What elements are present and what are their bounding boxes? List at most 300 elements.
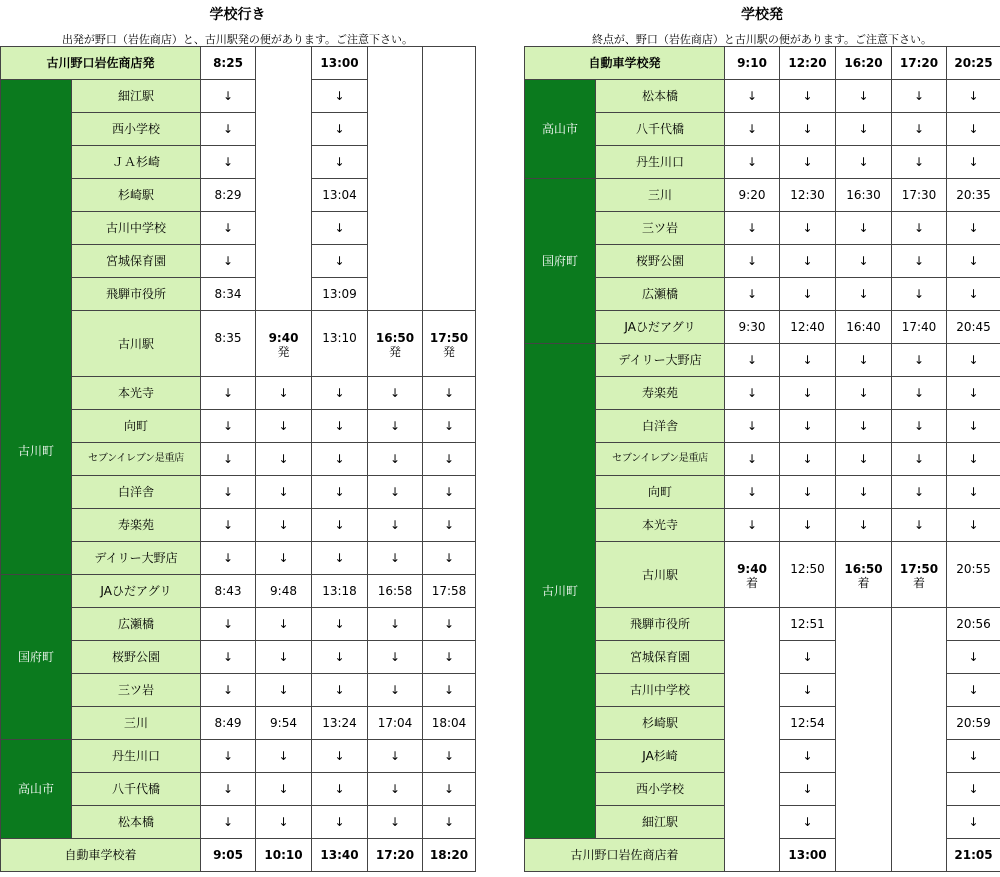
time-cell: ↓ bbox=[368, 443, 423, 476]
time-cell: 8:34 bbox=[201, 278, 256, 311]
time-cell: ↓ bbox=[947, 113, 1000, 146]
stop-name: 広瀬橋 bbox=[72, 608, 201, 641]
stop-name: 松本橋 bbox=[596, 80, 725, 113]
footer-arrival-time: 18:20 bbox=[423, 839, 476, 872]
time-cell: 13:09 bbox=[312, 278, 368, 311]
empty-cell bbox=[892, 806, 947, 839]
header-departure-time bbox=[256, 47, 312, 80]
time-cell: ↓ bbox=[256, 443, 312, 476]
stop-name: 宮城保育園 bbox=[72, 245, 201, 278]
header-origin-label: 古川野口岩佐商店発 bbox=[1, 47, 201, 80]
time-cell: ↓ bbox=[312, 443, 368, 476]
table-row bbox=[525, 113, 1000, 146]
time-cell: ↓ bbox=[368, 476, 423, 509]
region-furukawa: 古川町 bbox=[525, 344, 596, 839]
time-value: 16:50 bbox=[375, 331, 415, 345]
header-departure-time: 8:25 bbox=[201, 47, 256, 80]
time-cell: ↓ bbox=[423, 542, 476, 575]
time-cell: ↓ bbox=[725, 80, 780, 113]
table-row bbox=[1, 476, 476, 509]
time-cell: 8:43 bbox=[201, 575, 256, 608]
time-cell: ↓ bbox=[201, 80, 256, 113]
time-cell: 8:49 bbox=[201, 707, 256, 740]
stop-name: 八千代橋 bbox=[596, 113, 725, 146]
table-row bbox=[1, 608, 476, 641]
time-cell: ↓ bbox=[423, 410, 476, 443]
time-cell: ↓ bbox=[368, 773, 423, 806]
table-row bbox=[525, 608, 1000, 641]
table-row bbox=[525, 311, 1000, 344]
empty-cell bbox=[836, 707, 892, 740]
stop-name: 古川駅 bbox=[72, 311, 201, 377]
time-cell: ↓ bbox=[201, 410, 256, 443]
empty-cell bbox=[725, 740, 780, 773]
time-suffix: 着 bbox=[857, 576, 870, 590]
time-cell: ↓ bbox=[423, 476, 476, 509]
empty-cell bbox=[423, 113, 476, 146]
time-cell: ↓ bbox=[947, 410, 1000, 443]
time-cell: ↓ bbox=[312, 608, 368, 641]
time-cell: ↓ bbox=[947, 245, 1000, 278]
time-cell: 20:45 bbox=[947, 311, 1000, 344]
empty-cell bbox=[368, 179, 423, 212]
time-cell: ↓ bbox=[256, 806, 312, 839]
table-row bbox=[1, 773, 476, 806]
stop-name: 古川中学校 bbox=[72, 212, 201, 245]
time-cell: ↓ bbox=[256, 542, 312, 575]
table-row bbox=[1, 377, 476, 410]
time-cell: ↓ bbox=[892, 146, 947, 179]
footer-arrival-time: 13:40 bbox=[312, 839, 368, 872]
time-cell: ↓ bbox=[423, 509, 476, 542]
table-row bbox=[1, 641, 476, 674]
header-departure-time: 20:25 bbox=[947, 47, 1000, 80]
time-cell: ↓ bbox=[423, 443, 476, 476]
header-row bbox=[525, 47, 1000, 80]
time-cell: ↓ bbox=[312, 740, 368, 773]
time-cell: ↓ bbox=[423, 773, 476, 806]
stop-name: 三ツ岩 bbox=[72, 674, 201, 707]
empty-cell bbox=[256, 179, 312, 212]
right-timetable bbox=[524, 46, 1000, 872]
stop-name: JAひだアグリ bbox=[72, 575, 201, 608]
stop-name: 桜野公園 bbox=[596, 245, 725, 278]
table-row bbox=[525, 146, 1000, 179]
time-cell: ↓ bbox=[892, 476, 947, 509]
region-furukawa: 古川町 bbox=[1, 80, 72, 575]
time-cell: ↓ bbox=[892, 113, 947, 146]
time-cell: ↓ bbox=[780, 740, 836, 773]
empty-cell bbox=[725, 608, 780, 641]
table-row bbox=[525, 443, 1000, 476]
table-row bbox=[1, 278, 476, 311]
time-cell: ↓ bbox=[256, 608, 312, 641]
footer-row bbox=[525, 839, 1000, 872]
stop-name: 丹生川口 bbox=[596, 146, 725, 179]
table-row bbox=[525, 740, 1000, 773]
stop-name: 細江駅 bbox=[596, 806, 725, 839]
empty-cell bbox=[836, 740, 892, 773]
table-row bbox=[1, 674, 476, 707]
empty-cell bbox=[892, 641, 947, 674]
time-value: 16:50 bbox=[844, 562, 883, 576]
empty-cell bbox=[368, 113, 423, 146]
time-cell: ↓ bbox=[423, 806, 476, 839]
stop-name: 宮城保育園 bbox=[596, 641, 725, 674]
time-cell: ↓ bbox=[201, 509, 256, 542]
time-cell: 16:30 bbox=[836, 179, 892, 212]
empty-cell bbox=[892, 674, 947, 707]
table-row bbox=[525, 410, 1000, 443]
empty-cell bbox=[892, 773, 947, 806]
time-cell bbox=[725, 542, 780, 608]
empty-cell bbox=[725, 641, 780, 674]
table-row bbox=[525, 773, 1000, 806]
time-cell: ↓ bbox=[947, 377, 1000, 410]
stop-name: 三ツ岩 bbox=[596, 212, 725, 245]
table-row bbox=[525, 476, 1000, 509]
time-cell: ↓ bbox=[201, 212, 256, 245]
time-cell: ↓ bbox=[836, 476, 892, 509]
time-cell: ↓ bbox=[780, 509, 836, 542]
time-cell: 20:56 bbox=[947, 608, 1000, 641]
time-cell: 12:40 bbox=[780, 311, 836, 344]
time-cell: ↓ bbox=[836, 410, 892, 443]
time-cell: ↓ bbox=[947, 344, 1000, 377]
table-row bbox=[1, 740, 476, 773]
time-cell: ↓ bbox=[780, 641, 836, 674]
time-cell: ↓ bbox=[368, 410, 423, 443]
empty-cell bbox=[725, 674, 780, 707]
stop-name: 西小学校 bbox=[596, 773, 725, 806]
time-cell: ↓ bbox=[256, 674, 312, 707]
table-row bbox=[525, 707, 1000, 740]
stop-name: 丹生川口 bbox=[72, 740, 201, 773]
table-row bbox=[1, 80, 476, 113]
header-departure-time: 17:20 bbox=[892, 47, 947, 80]
left-timetable-note: 出発が野口（岩佐商店）と、古川駅発の便があります。ご注意下さい。 bbox=[61, 33, 414, 46]
empty-cell bbox=[368, 212, 423, 245]
table-row bbox=[1, 311, 476, 377]
empty-cell bbox=[256, 245, 312, 278]
time-cell: 16:40 bbox=[836, 311, 892, 344]
time-cell: ↓ bbox=[725, 377, 780, 410]
empty-cell bbox=[256, 278, 312, 311]
time-cell: ↓ bbox=[947, 773, 1000, 806]
time-cell: ↓ bbox=[836, 245, 892, 278]
time-cell: ↓ bbox=[947, 146, 1000, 179]
time-cell: 18:04 bbox=[423, 707, 476, 740]
empty-cell bbox=[892, 740, 947, 773]
empty-cell bbox=[892, 839, 947, 872]
time-suffix: 着 bbox=[913, 576, 926, 590]
table-row bbox=[1, 575, 476, 608]
time-cell: ↓ bbox=[836, 377, 892, 410]
stop-name: ＪＡ杉崎 bbox=[72, 146, 201, 179]
time-cell: 9:48 bbox=[256, 575, 312, 608]
time-cell: ↓ bbox=[780, 674, 836, 707]
time-cell: ↓ bbox=[312, 773, 368, 806]
time-cell: ↓ bbox=[836, 146, 892, 179]
time-cell: ↓ bbox=[201, 377, 256, 410]
time-cell bbox=[423, 311, 476, 377]
empty-cell bbox=[892, 707, 947, 740]
time-cell: ↓ bbox=[256, 740, 312, 773]
region-kokufu: 国府町 bbox=[525, 179, 596, 344]
time-cell: ↓ bbox=[836, 80, 892, 113]
time-cell: ↓ bbox=[725, 476, 780, 509]
stop-name: デイリー大野店 bbox=[596, 344, 725, 377]
table-row bbox=[525, 509, 1000, 542]
stop-name: 細江駅 bbox=[72, 80, 201, 113]
table-row bbox=[525, 674, 1000, 707]
stop-name: 古川中学校 bbox=[596, 674, 725, 707]
table-row bbox=[525, 179, 1000, 212]
header-departure-time: 12:20 bbox=[780, 47, 836, 80]
time-cell: ↓ bbox=[892, 80, 947, 113]
empty-cell bbox=[836, 773, 892, 806]
time-cell bbox=[256, 311, 312, 377]
time-cell: ↓ bbox=[312, 806, 368, 839]
time-cell: ↓ bbox=[780, 245, 836, 278]
time-cell: ↓ bbox=[836, 443, 892, 476]
header-origin-label: 自動車学校発 bbox=[525, 47, 725, 80]
time-cell: ↓ bbox=[725, 344, 780, 377]
stop-name: 白洋舎 bbox=[596, 410, 725, 443]
time-cell: ↓ bbox=[256, 377, 312, 410]
time-cell: ↓ bbox=[892, 245, 947, 278]
time-cell: ↓ bbox=[892, 212, 947, 245]
table-row bbox=[1, 179, 476, 212]
time-cell: 13:10 bbox=[312, 311, 368, 377]
time-cell: ↓ bbox=[947, 212, 1000, 245]
empty-cell bbox=[423, 245, 476, 278]
time-cell: ↓ bbox=[201, 146, 256, 179]
stop-name: 本光寺 bbox=[72, 377, 201, 410]
time-cell: ↓ bbox=[368, 608, 423, 641]
time-cell: ↓ bbox=[836, 113, 892, 146]
time-cell: ↓ bbox=[725, 146, 780, 179]
time-cell: ↓ bbox=[368, 377, 423, 410]
time-cell: ↓ bbox=[201, 443, 256, 476]
footer-arrival-time: 10:10 bbox=[256, 839, 312, 872]
table-row bbox=[525, 212, 1000, 245]
header-departure-time: 13:00 bbox=[312, 47, 368, 80]
time-cell: 12:51 bbox=[780, 608, 836, 641]
time-cell: ↓ bbox=[780, 773, 836, 806]
time-cell: ↓ bbox=[947, 476, 1000, 509]
right-timetable-note: 終点が、野口（岩佐商店）と古川駅の便があります。ご注意下さい。 bbox=[591, 33, 933, 46]
time-cell: ↓ bbox=[201, 641, 256, 674]
footer-arrival-time: 9:05 bbox=[201, 839, 256, 872]
empty-cell bbox=[836, 641, 892, 674]
table-row bbox=[525, 806, 1000, 839]
time-suffix: 着 bbox=[746, 576, 759, 590]
stop-name: JAひだアグリ bbox=[596, 311, 725, 344]
time-cell: ↓ bbox=[780, 443, 836, 476]
header-departure-time bbox=[423, 47, 476, 80]
stop-name: 寿楽苑 bbox=[72, 509, 201, 542]
time-cell bbox=[368, 311, 423, 377]
table-row bbox=[1, 707, 476, 740]
time-cell: ↓ bbox=[725, 212, 780, 245]
time-cell: ↓ bbox=[423, 377, 476, 410]
table-row bbox=[1, 806, 476, 839]
time-cell: 12:30 bbox=[780, 179, 836, 212]
time-cell: ↓ bbox=[725, 443, 780, 476]
footer-destination-label: 古川野口岩佐商店着 bbox=[525, 839, 725, 872]
time-value: 9:40 bbox=[268, 331, 299, 345]
time-cell: ↓ bbox=[780, 146, 836, 179]
time-cell: ↓ bbox=[780, 806, 836, 839]
empty-cell bbox=[256, 80, 312, 113]
time-cell: ↓ bbox=[780, 476, 836, 509]
time-cell: ↓ bbox=[312, 212, 368, 245]
time-cell: ↓ bbox=[892, 344, 947, 377]
empty-cell bbox=[836, 806, 892, 839]
time-cell: ↓ bbox=[423, 608, 476, 641]
stop-name: 西小学校 bbox=[72, 113, 201, 146]
stop-name: 杉崎駅 bbox=[596, 707, 725, 740]
empty-cell bbox=[836, 839, 892, 872]
empty-cell bbox=[256, 113, 312, 146]
time-cell: ↓ bbox=[256, 641, 312, 674]
empty-cell bbox=[423, 146, 476, 179]
time-cell: ↓ bbox=[892, 443, 947, 476]
time-cell: ↓ bbox=[256, 509, 312, 542]
time-cell: ↓ bbox=[725, 113, 780, 146]
table-row bbox=[1, 542, 476, 575]
time-cell: ↓ bbox=[947, 641, 1000, 674]
empty-cell bbox=[423, 179, 476, 212]
stop-name: セブンイレブン是重店 bbox=[72, 443, 201, 476]
header-departure-time bbox=[368, 47, 423, 80]
empty-cell bbox=[368, 278, 423, 311]
time-cell: 8:29 bbox=[201, 179, 256, 212]
time-cell: ↓ bbox=[836, 278, 892, 311]
time-cell: ↓ bbox=[312, 146, 368, 179]
stop-name: 白洋舎 bbox=[72, 476, 201, 509]
time-cell: ↓ bbox=[725, 410, 780, 443]
time-cell: ↓ bbox=[312, 245, 368, 278]
time-cell: 9:30 bbox=[725, 311, 780, 344]
table-row bbox=[525, 278, 1000, 311]
stop-name: 向町 bbox=[596, 476, 725, 509]
time-value: 17:50 bbox=[429, 331, 469, 345]
time-cell: ↓ bbox=[368, 509, 423, 542]
time-cell: ↓ bbox=[201, 113, 256, 146]
stop-name: 広瀬橋 bbox=[596, 278, 725, 311]
table-row bbox=[1, 245, 476, 278]
table-row bbox=[1, 146, 476, 179]
time-cell: ↓ bbox=[312, 113, 368, 146]
left-timetable bbox=[0, 46, 476, 872]
time-cell: ↓ bbox=[780, 212, 836, 245]
time-cell: 13:04 bbox=[312, 179, 368, 212]
time-cell: ↓ bbox=[201, 245, 256, 278]
time-cell: ↓ bbox=[780, 344, 836, 377]
time-suffix: 発 bbox=[389, 345, 402, 359]
time-cell: ↓ bbox=[312, 476, 368, 509]
empty-cell bbox=[836, 674, 892, 707]
time-cell: ↓ bbox=[947, 80, 1000, 113]
time-cell: ↓ bbox=[780, 377, 836, 410]
empty-cell bbox=[256, 212, 312, 245]
empty-cell bbox=[836, 608, 892, 641]
stop-name: 三川 bbox=[72, 707, 201, 740]
time-cell: ↓ bbox=[256, 476, 312, 509]
region-takayama: 高山市 bbox=[1, 740, 72, 839]
time-cell: ↓ bbox=[836, 212, 892, 245]
time-cell: 17:40 bbox=[892, 311, 947, 344]
time-cell: ↓ bbox=[201, 674, 256, 707]
table-row bbox=[525, 245, 1000, 278]
time-cell: ↓ bbox=[312, 509, 368, 542]
empty-cell bbox=[423, 80, 476, 113]
time-cell: ↓ bbox=[892, 278, 947, 311]
time-cell: ↓ bbox=[780, 80, 836, 113]
time-cell: 12:54 bbox=[780, 707, 836, 740]
empty-cell bbox=[423, 278, 476, 311]
time-cell: ↓ bbox=[947, 509, 1000, 542]
stop-name: 寿楽苑 bbox=[596, 377, 725, 410]
time-cell: ↓ bbox=[725, 278, 780, 311]
stop-name: 飛騨市役所 bbox=[596, 608, 725, 641]
empty-cell bbox=[256, 146, 312, 179]
time-cell: 12:50 bbox=[780, 542, 836, 608]
stop-name: 飛騨市役所 bbox=[72, 278, 201, 311]
time-cell: ↓ bbox=[368, 806, 423, 839]
time-cell: ↓ bbox=[725, 245, 780, 278]
time-cell: ↓ bbox=[780, 410, 836, 443]
time-cell: ↓ bbox=[201, 806, 256, 839]
time-cell bbox=[892, 542, 947, 608]
stop-name: JA杉崎 bbox=[596, 740, 725, 773]
time-cell: ↓ bbox=[892, 410, 947, 443]
header-departure-time: 9:10 bbox=[725, 47, 780, 80]
time-cell: ↓ bbox=[368, 641, 423, 674]
time-cell: ↓ bbox=[368, 542, 423, 575]
empty-cell bbox=[423, 212, 476, 245]
time-cell: ↓ bbox=[312, 674, 368, 707]
time-cell: 16:58 bbox=[368, 575, 423, 608]
time-cell: 13:18 bbox=[312, 575, 368, 608]
time-cell: 17:04 bbox=[368, 707, 423, 740]
time-cell: ↓ bbox=[312, 80, 368, 113]
time-cell: ↓ bbox=[780, 278, 836, 311]
stop-name: セブンイレブン是重店 bbox=[596, 443, 725, 476]
time-cell: ↓ bbox=[256, 410, 312, 443]
time-cell: 9:20 bbox=[725, 179, 780, 212]
time-cell: ↓ bbox=[892, 509, 947, 542]
time-cell: ↓ bbox=[201, 542, 256, 575]
footer-arrival-time: 17:20 bbox=[368, 839, 423, 872]
time-cell: ↓ bbox=[725, 509, 780, 542]
time-cell: ↓ bbox=[947, 806, 1000, 839]
header-departure-time: 16:20 bbox=[836, 47, 892, 80]
time-cell: ↓ bbox=[312, 377, 368, 410]
right-timetable-title: 学校発 bbox=[741, 7, 783, 23]
time-cell bbox=[836, 542, 892, 608]
time-cell: 20:59 bbox=[947, 707, 1000, 740]
time-cell: 9:54 bbox=[256, 707, 312, 740]
time-cell: ↓ bbox=[201, 740, 256, 773]
header-row bbox=[1, 47, 476, 80]
empty-cell bbox=[368, 245, 423, 278]
time-cell: ↓ bbox=[312, 641, 368, 674]
time-cell: ↓ bbox=[947, 278, 1000, 311]
footer-destination-label: 自動車学校着 bbox=[1, 839, 201, 872]
